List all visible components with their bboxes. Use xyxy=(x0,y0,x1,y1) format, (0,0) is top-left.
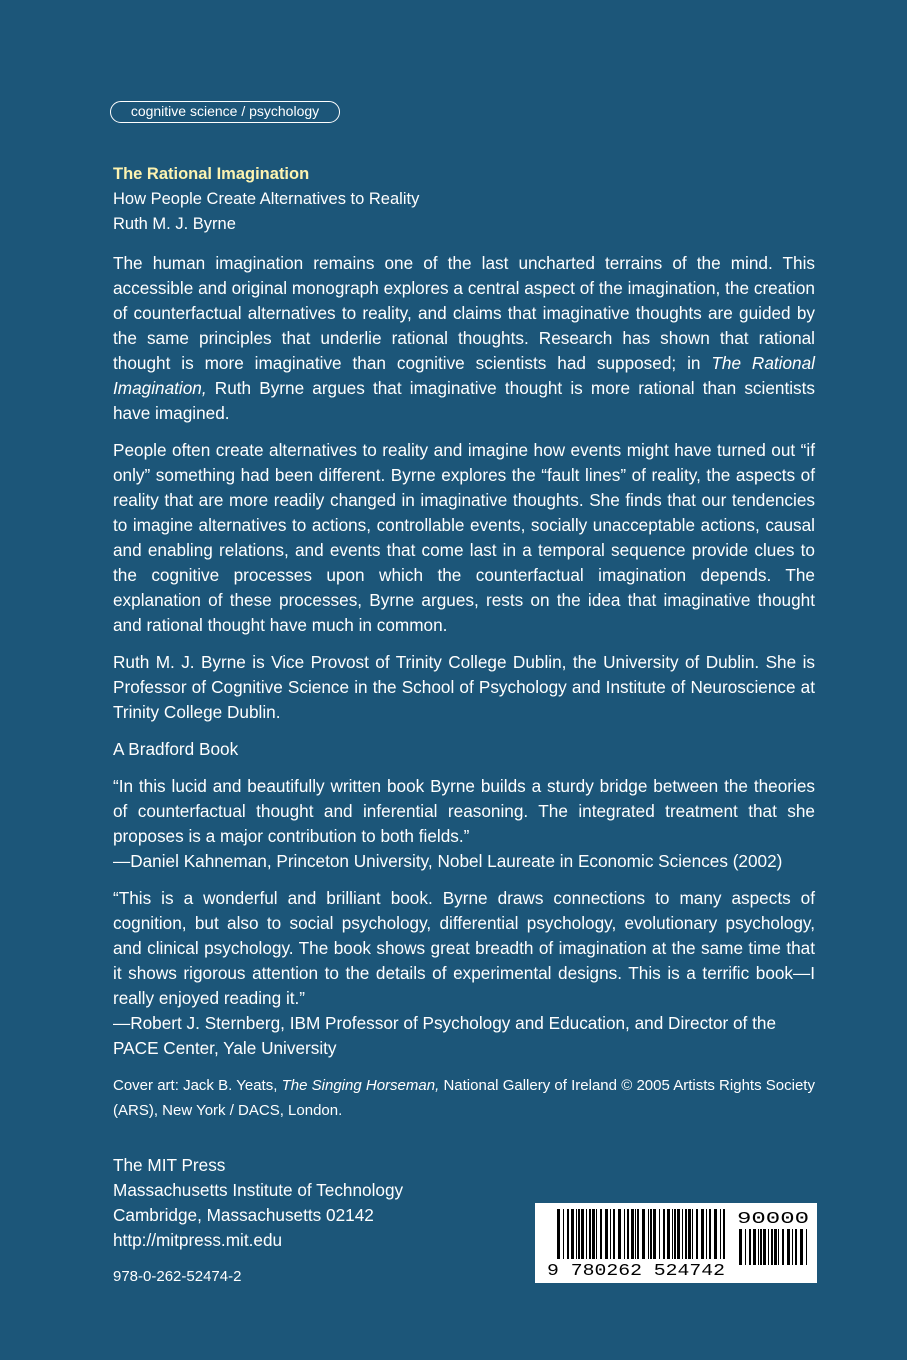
barcode-bar xyxy=(605,1209,608,1259)
barcode-bar xyxy=(648,1209,649,1259)
barcode-bar xyxy=(778,1229,779,1265)
barcode-bar xyxy=(637,1209,639,1259)
barcode-bar xyxy=(618,1209,621,1259)
barcode-bar xyxy=(800,1229,803,1265)
barcode-bar xyxy=(688,1209,691,1259)
barcode-bar xyxy=(696,1209,698,1259)
barcode-bar xyxy=(782,1229,784,1265)
quote-1-text: “In this lucid and beautifully written book Byrne builds a sturdy bridge between the theories of counterfactual thought and inferential reasoning. The integrated treatment that she proposes is a major contribution to both fields.” xyxy=(113,776,815,846)
publisher-institution: Massachusetts Institute of Technology xyxy=(113,1180,404,1200)
isbn: 978-0-262-52474-2 xyxy=(113,1268,242,1285)
barcode-bar xyxy=(787,1229,790,1265)
cover-credit-artwork: The Singing Horseman, xyxy=(281,1077,440,1094)
cover-credit xyxy=(113,1073,815,1123)
barcode-bar xyxy=(674,1209,676,1259)
barcode-bar xyxy=(706,1209,707,1259)
barcode-main-digits: 9 780262 524742 xyxy=(547,1262,725,1281)
barcode-bar xyxy=(723,1209,725,1259)
barcode-graphic xyxy=(535,1203,817,1283)
barcode-bar xyxy=(650,1209,652,1259)
barcode-bar xyxy=(613,1209,615,1259)
barcode-bar xyxy=(578,1209,580,1259)
barcode-bar xyxy=(557,1209,560,1259)
publisher-name: The MIT Press xyxy=(113,1155,226,1175)
quote-2-text: “This is a wonderful and brilliant book. Byrne draws connections to many aspects of cognition, but also to social psychology, differential psychology, evolutionary psychology, and clinical psychology. The book shows great breadth of imagination at the same time that it shows rigorous attention to the details of experimental designs. This is a terrific book—I really enjoyed reading it.” xyxy=(113,888,815,1008)
barcode-bar xyxy=(745,1229,746,1265)
barcode-bar xyxy=(667,1209,670,1259)
barcode-bar xyxy=(760,1229,762,1265)
quote-2 xyxy=(113,886,815,1061)
description-paragraph-2: People often create alternatives to reality and imagine how events might have turned out “if only” something had been different. Byrne explores the “fault lines” of reality, the aspects of reality that are more readily changed in imaginative thoughts. She finds that our tendencies to imagine alternatives to actions, controllable events, socially unacceptable actions, causal and enabling relations, and events that come last in a temporal sequence provide clues to the cognitive processes upon which the counterfactual imagination depends. The explanation of these processes, Byrne argues, rests on the idea that imaginative thought and rational thought have much in common. xyxy=(113,440,815,635)
title-block xyxy=(113,162,815,237)
barcode-bar xyxy=(663,1209,665,1259)
barcode-bar xyxy=(795,1229,797,1265)
publisher-block xyxy=(113,1153,403,1253)
back-cover-content xyxy=(113,162,815,1135)
barcode-bar xyxy=(596,1209,597,1259)
barcode-bar xyxy=(792,1229,793,1265)
description-p1-text-a: The human imagination remains one of the last uncharted terrains of the mind. This accessible and original monograph explores a central aspect of the imagination, the creation of counterfactual alternatives to reality, and claims that imaginative thoughts are guided by the same principles that underlie rational thoughts. Research has shown that rational thought is more imaginative than cognitive scientists had supposed; in xyxy=(113,253,815,373)
author-bio: Ruth M. J. Byrne is Vice Provost of Trinity College Dublin, the University of Dublin. She is Professor of Cognitive Science in the School of Psychology and Institute of Neuroscience at Trinity College Dublin. xyxy=(113,652,815,722)
barcode-bar xyxy=(763,1229,766,1265)
barcode-bar xyxy=(758,1229,759,1265)
barcode-bar xyxy=(692,1209,693,1259)
publisher-city: Cambridge, Massachusetts 02142 xyxy=(113,1205,374,1225)
barcode-bar xyxy=(631,1209,634,1259)
barcode-addon-bars xyxy=(739,1229,807,1265)
barcode-bar xyxy=(672,1209,673,1259)
barcode-bar xyxy=(677,1209,680,1259)
book-author: Ruth M. J. Byrne xyxy=(113,215,236,233)
quote-1-attribution: —Daniel Kahneman, Princeton University, Nobel Laureate in Economic Sciences (2002) xyxy=(113,851,783,871)
barcode-bar xyxy=(685,1209,687,1259)
cover-credit-prefix: Cover art: Jack B. Yeats, xyxy=(113,1077,282,1094)
barcode-bar xyxy=(739,1229,742,1265)
category-tag: cognitive science / psychology xyxy=(110,101,340,123)
barcode-bar xyxy=(642,1209,645,1259)
barcode xyxy=(535,1203,817,1283)
barcode-bar xyxy=(589,1209,591,1259)
barcode-bar xyxy=(774,1229,777,1265)
description-paragraph-1 xyxy=(113,251,815,426)
book-subtitle: How People Create Alternatives to Reality xyxy=(113,190,420,208)
barcode-bar xyxy=(627,1209,629,1259)
barcode-bar xyxy=(771,1229,773,1265)
barcode-bar xyxy=(709,1209,711,1259)
barcode-bar xyxy=(701,1209,704,1259)
barcode-bar xyxy=(682,1209,683,1259)
barcode-bar xyxy=(563,1209,564,1259)
barcode-bar xyxy=(749,1229,751,1265)
barcode-bar xyxy=(720,1209,721,1259)
cover-credit-suffix: National Gallery of Ireland © 2005 Artists Rights Society (ARS), New York / DACS, London. xyxy=(113,1077,815,1119)
book-title: The Rational Imagination xyxy=(113,165,310,183)
barcode-bar xyxy=(714,1209,717,1259)
description-p1-text-b: Ruth Byrne argues that imaginative thought is more rational than scientists have imagined. xyxy=(113,378,815,423)
barcode-bar xyxy=(592,1209,595,1259)
barcode-bar xyxy=(753,1229,756,1265)
quote-2-attribution: —Robert J. Sternberg, IBM Professor of Psychology and Education, and Director of the PACE Center, Yale University xyxy=(113,1013,777,1058)
barcode-bar xyxy=(624,1209,625,1259)
publisher-url: http://mitpress.mit.edu xyxy=(113,1230,283,1250)
description-p1-italic-title: The Rational Imagination, xyxy=(113,353,815,398)
barcode-bar xyxy=(576,1209,577,1259)
imprint: A Bradford Book xyxy=(113,739,239,759)
barcode-bar xyxy=(610,1209,611,1259)
barcode-bar xyxy=(806,1229,807,1265)
barcode-bar xyxy=(653,1209,656,1259)
barcode-bar xyxy=(635,1209,636,1259)
quote-1 xyxy=(113,774,815,874)
barcode-bar xyxy=(581,1209,584,1259)
barcode-main-bars xyxy=(557,1209,725,1259)
barcode-bar xyxy=(567,1209,569,1259)
barcode-bar xyxy=(659,1209,660,1259)
barcode-bar xyxy=(768,1229,769,1265)
barcode-bar xyxy=(586,1209,587,1259)
barcode-addon-digits: 90000 xyxy=(737,1210,809,1229)
barcode-bar xyxy=(600,1209,602,1259)
barcode-bar xyxy=(571,1209,574,1259)
